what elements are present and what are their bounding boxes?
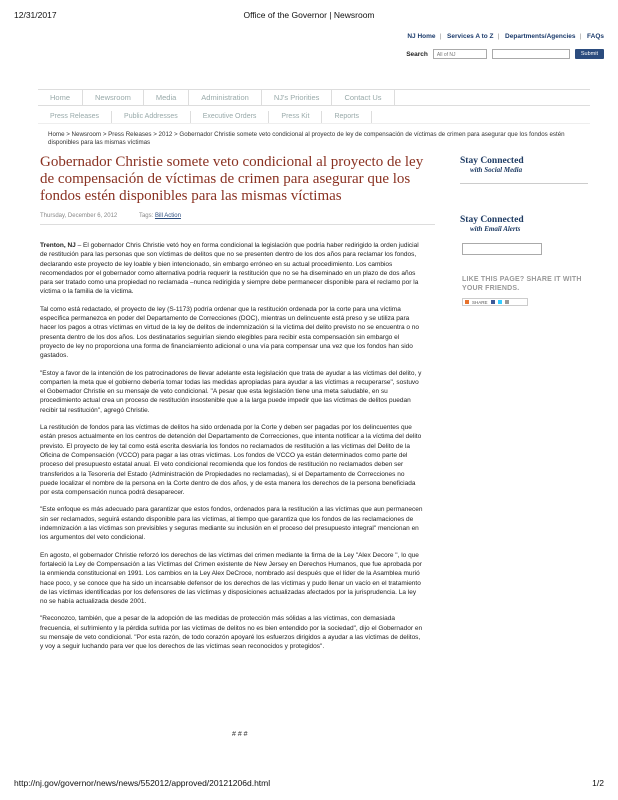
search-scope-select[interactable]: All of NJ (433, 49, 487, 59)
page-number: 1/2 (592, 778, 604, 788)
secondary-nav (38, 111, 590, 124)
paragraph-4: La restitución de fondos para las víctimas de delitos ha sido ordenada por la Corte y deben ser pagadas por los delincuentes que están presos actualmente en los centros de detención del Departamento de Correcciones, que intenta notificar a la víctima del delito previsto. El proyecto de ley tal como está escrita desviaría los fondos no reclamados de restitución a las víctimas del Delito de la Oficina de Compensación (VCCO) para pagar a las otras víctimas. Los fondos de VCCO ya están determinados como parte del proceso del presupuesto estatal anual. El veto condicional recomienda que los fondos de restitución no reclamados deben ser transferidos a la Tesorería del Estado (Administración de Propiedades no reclamadas), si el Departamento de Correcciones no puede localizar el nombre de la persona en la Corte dentro de dos años, y de esta manera los derechos de la persona beneficiada por esta compensación nunca podrá desaparecer. (40, 424, 422, 497)
search-input[interactable] (492, 49, 570, 59)
paragraph-7: "Reconozco, también, que a pesar de la adopción de las medidas de protección más sólidas a las víctimas, con demasiada frecuencia, el sufrimiento y la pérdida sufrida por las víctimas de delitos no es bien entendido por la sociedad", dijo el Gobernador en su mensaje de veto condicional. "Por esta razón, de todo corazón apoyaré los esfuerzos dirigidos a ayudar a las víctimas de delitos, y voy a seguir luchando para ver que los derechos de las víctimas sean reconocidos y protegidos". (40, 615, 423, 651)
subnav-press-releases[interactable]: Press Releases (38, 111, 112, 123)
nav-administration[interactable]: Administration (189, 90, 262, 105)
paragraph-6: En agosto, el gobernador Christie reforzó los derechos de las víctimas del crimen mediante la firma de la Ley "Alex Decore ", lo que fortaleció la Ley de Compensación a las Víctimas del Crimen existente de New Jersey en Derechos Humanos, que fue aprobada por la enmienda constitucional en 1991. Los cambios en la Ley Alex DeCroce, nombrado así después que el líder de la Asamblea murió hace poco, y se conoce que ha sido un incansable defensor de los derechos de las víctimas y pudo llenar un vacío en el tratamiento de las víctimas identificadas por los defensores de las víctimas y disposiciones actualizadas afectados por la jurisprudencia. La ley no se había actualizada desde 2001. (40, 551, 422, 606)
social-widget (460, 156, 590, 184)
article-meta (40, 213, 181, 219)
link-departments[interactable]: Departments/Agencies (505, 33, 576, 40)
subnav-reports[interactable]: Reports (322, 111, 372, 123)
email-icon (505, 300, 509, 304)
tag-bill-action[interactable]: Bill Action (154, 213, 181, 219)
facebook-icon (491, 300, 495, 304)
article-date: Thursday, December 6, 2012 (40, 213, 118, 219)
print-date: 12/31/2017 (14, 10, 57, 20)
social-subheading[interactable]: with Social Media (470, 166, 523, 174)
search-bar (406, 49, 604, 59)
nav-priorities[interactable]: NJ's Priorities (262, 90, 333, 105)
email-subheading[interactable]: with Email Alerts (470, 225, 521, 233)
subnav-executive-orders[interactable]: Executive Orders (191, 111, 270, 123)
share-label: SHARE (472, 299, 488, 305)
share-prompt: LIKE THIS PAGE? SHARE IT WITH YOUR FRIENDS. (462, 276, 582, 292)
nav-newsroom[interactable]: Newsroom (83, 90, 144, 105)
nav-media[interactable]: Media (144, 90, 189, 105)
email-input[interactable] (462, 243, 542, 255)
breadcrumb: Home > Newsroom > Press Releases > 2012 > Gobernador Christie somete veto condicional al proyecto de ley de compensación de víctimas de crimen para asegurar que los fondos estén disponibles para las mismas víctimas (48, 131, 565, 146)
article-body (40, 241, 423, 660)
article-title: Gobernador Christie somete veto condicional al proyecto de ley de compensación de víctimas de crimen para asegurar que los fondos estén disponibles para las mismas víctimas (40, 154, 424, 204)
link-nj-home[interactable]: NJ Home (407, 33, 436, 40)
print-url: http://nj.gov/governor/news/news/552012/approved/20121206d.html (14, 778, 271, 788)
email-widget (460, 215, 590, 233)
paragraph-3: "Estoy a favor de la intención de los patrocinadores de llevar adelante esta legislación que trata de ayudar a las víctimas del delito, y comparten la meta que el gobierno debería tomar todas las medidas apropiadas para ayudar a las víctimas a recuperarse", sostuvo el Gobernador Christie en su mensaje de veto condicional. "A pesar que esta legislación tiene una meta saludable, en su procedimiento actual crea un proceso de restitución insostenible que a la larga puede impedir que las víctimas de delitos puedan recibir tal restitución", agregó Christie. (40, 369, 422, 414)
subnav-public-addresses[interactable]: Public Addresses (112, 111, 191, 123)
link-faqs[interactable]: FAQs (587, 33, 604, 40)
tags-label: Tags: (138, 213, 154, 219)
search-submit-button[interactable]: Submit (575, 49, 604, 59)
link-services[interactable]: Services A to Z (447, 33, 494, 40)
share-button[interactable] (462, 298, 528, 306)
paragraph-2: Tal como está redactado, el proyecto de ley (S-1173) podría ordenar que la restitución ordenada por la corte para una víctima específica permanezca en poder del Departamento de Correcciones (DOC), mientras un delincuente está preso y se utiliza para hacer los pagos a otras víctimas en virtud de la ley de delitos de indemnización si la víctima del delito previsto no se encuentra o no presenta dentro de los dos años. Los destinatarios seguirían siendo elegibles para recibir esta compensación sin embargo el proyecto de ley no proporciona una forma de financiamiento adicional o una vía para compensar una vez que los fondos han sido gastados. (40, 305, 420, 360)
primary-nav (38, 89, 590, 106)
paragraph-1: Trenton, NJ – El gobernador Chris Christie vetó hoy en forma condicional la legislación que podría haber redirigido la orden judicial de restitución para las personas que son víctimas de delitos que no se presenten dentro de los dos años para reclamar los fondos, declarando este proyecto de ley loable y bien intencionado, sin embargo erróneo en su actual procedimiento. Los cambios recomendados por el gobernador como alternativa podría requerir la restitución que no se ha diseminado en un plazo de dos años para ser tratado como una propiedad no reclamada –nunca redirigida y siempre debe permanecer disponible para el reclamo por la víctima o la familia de la víctima. (40, 242, 419, 296)
nav-contact[interactable]: Contact Us (332, 90, 394, 105)
email-heading: Stay Connected (460, 215, 524, 225)
share-icon (465, 300, 469, 304)
search-label: Search (406, 50, 428, 58)
social-heading: Stay Connected (460, 156, 524, 166)
dateline: Trenton, NJ (40, 242, 76, 249)
divider (40, 224, 435, 225)
sidebar-divider (460, 183, 588, 184)
print-title: Office of the Governor | Newsroom (243, 10, 375, 20)
end-mark: # # # (232, 731, 248, 738)
subnav-press-kit[interactable]: Press Kit (269, 111, 322, 123)
paragraph-5: "Este enfoque es más adecuado para garantizar que estos fondos, ordenados para la restitución a las víctimas que aun permanecen sin ser reclamados, seguirá estando disponible para las víctimas, al tiempo que garantiza que los fondos de las reclamaciones de indemnización a las víctimas son previsibles y seguras mediante su inclusión en el proceso del presupuesto integral" mencionan en los argumentos del veto condicional. (40, 506, 423, 542)
nav-home[interactable]: Home (38, 90, 83, 105)
top-links: NJ Home | Services A to Z | Departments/Agencies | FAQs (407, 33, 604, 40)
twitter-icon (498, 300, 502, 304)
